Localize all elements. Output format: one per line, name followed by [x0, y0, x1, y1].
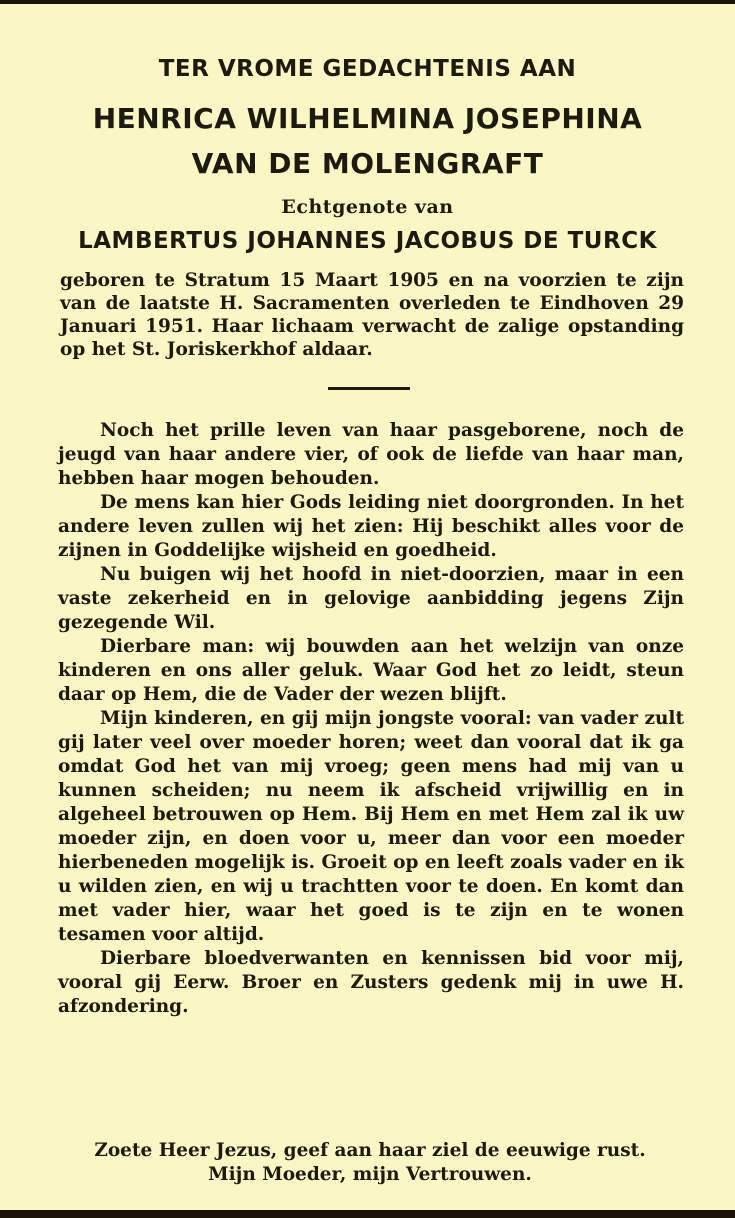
spouse-name: LAMBERTUS JOHANNES JACOBUS DE TURCK	[78, 228, 657, 254]
biography-text: geboren te Stratum 15 Maart 1905 en na voorzien te zijn van de laatste H. Sacramenten overleden te Eindhoven 29 Januari 1951. Haar lichaam verwacht de zalige opstanding op het St. Joriskerkhof aldaar.	[60, 270, 684, 360]
spouse-label: Echtgenote van	[281, 196, 454, 218]
paragraph: Mijn kinderen, en gij mijn jongste vooral: van vader zult gij later veel over moeder horen; weet dan vooral dat ik ga omdat God het van mij vroeg; geen mens had mij van u kunnen scheiden; nu neem ik afscheid vrijwillig en in algeheel betrouwen op Hem. Bij Hem en met Hem zal ik uw moeder zijn, en doen voor u, meer dan voor een moeder hierbeneden mogelijk is. Groeit op en leeft zoals vader en ik u wilden zien, en wij u trachtten voor te doen. En komt dan met vader hier, waar het goed is te zijn en te wonen tesamen voor altijd.	[58, 708, 684, 945]
deceased-name-line1: HENRICA WILHELMINA JOSEPHINA	[92, 102, 643, 135]
paragraph: Noch het prille leven van haar pasgeborene, noch de jeugd van haar andere vier, of ook de liefde van haar man, hebben haar mogen behouden.	[58, 420, 684, 489]
deceased-name-line2: VAN DE MOLENGRAFT	[191, 147, 544, 180]
memorial-card	[0, 4, 735, 1210]
paragraph: Dierbare man: wij bouwden aan het welzijn van onze kinderen en ons aller geluk. Waar God het zo leidt, steun daar op Hem, die de Vader der wezen blijft.	[58, 636, 684, 705]
memorial-text	[58, 419, 684, 1019]
paragraph: De mens kan hier Gods leiding niet doorgronden. In het andere leven zullen wij het zien: Hij beschikt alles voor de zijnen in Goddelijke wijsheid en goedheid.	[58, 492, 684, 561]
closing-prayer	[40, 1139, 700, 1187]
prayer-line: Mijn Moeder, mijn Vertrouwen.	[208, 1164, 532, 1185]
prayer-line: Zoete Heer Jezus, geef aan haar ziel de eeuwige rust.	[94, 1140, 646, 1161]
card-intro-heading: TER VROME GEDACHTENIS AAN	[158, 56, 577, 82]
paragraph: Dierbare bloedverwanten en kennissen bid voor mij, vooral gij Eerw. Broer en Zusters gedenk mij in uwe H. afzondering.	[58, 948, 684, 1017]
divider	[328, 387, 410, 390]
biography	[60, 269, 684, 361]
paragraph: Nu buigen wij het hoofd in niet-doorzien, maar in een vaste zekerheid en in gelovige aanbidding jegens Zijn gezegende Wil.	[58, 564, 684, 633]
